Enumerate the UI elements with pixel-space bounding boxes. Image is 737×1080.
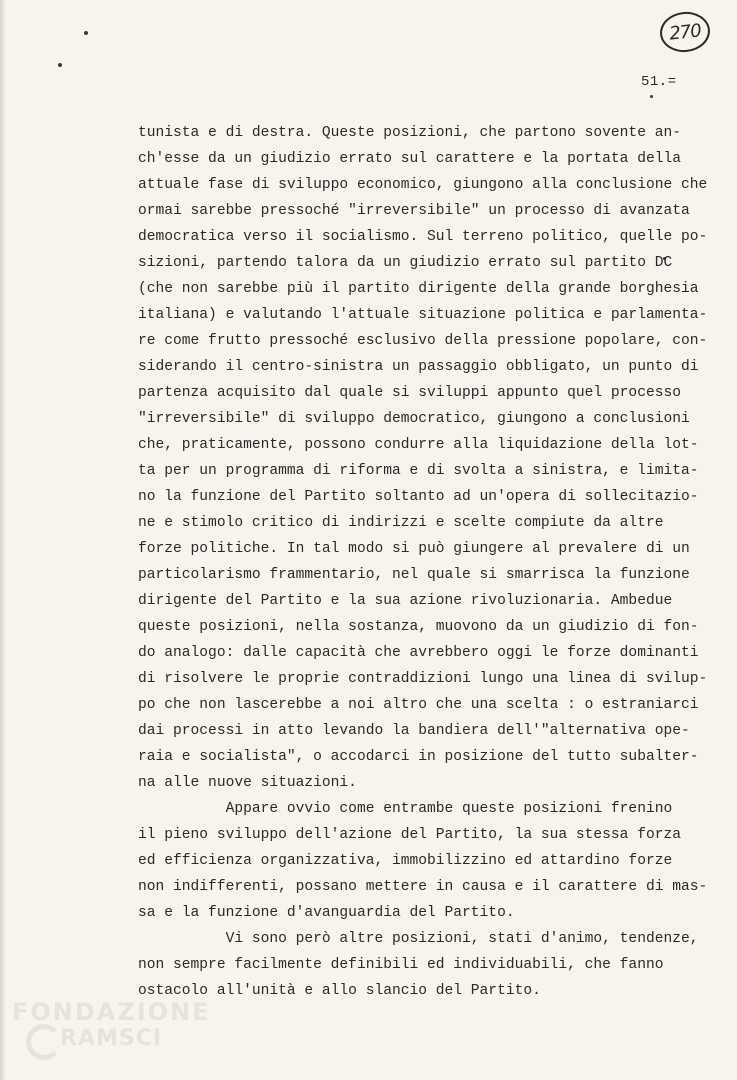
text-line: non indifferenti, possano mettere in causa e il carattere di mas- (138, 879, 708, 895)
page-edge-shadow (0, 0, 6, 1080)
text-line: "irreversibile" di sviluppo democratico, giungono a conclusioni (138, 411, 690, 427)
text-line: tunista e di destra. Queste posizioni, che partono sovente an- (138, 125, 681, 141)
text-line: particolarismo frammentario, nel quale si smarrisca la funzione (138, 567, 690, 583)
text-line: non sempre facilmente definibili ed individuabili, che fanno (138, 957, 664, 973)
text-line: do analogo: dalle capacità che avrebbero oggi le forze dominanti (138, 645, 699, 661)
watermark-line-1: FONDAZIONE (12, 998, 211, 1026)
text-line: no la funzione del Partito soltanto ad un'opera di sollecitazio- (138, 489, 699, 505)
speck-mark (58, 63, 62, 67)
text-line: Vi sono però altre posizioni, stati d'animo, tendenze, (138, 931, 699, 947)
text-line: sizioni, partendo talora da un giudizio errato sul partito DC (138, 255, 673, 271)
text-line: di risolvere le proprie contraddizioni lungo una linea di svilup- (138, 671, 708, 687)
archive-number-stamp (658, 9, 712, 54)
text-line: sa e la funzione d'avanguardia del Partito. (138, 905, 515, 921)
text-line: ormai sarebbe pressoché "irreversibile" un processo di avanzata (138, 203, 690, 219)
archive-number-text: 270 (668, 19, 702, 45)
typewritten-body-text (138, 120, 713, 1004)
text-line: italiana) e valutando l'attuale situazione politica e parlamenta- (138, 307, 708, 323)
text-line: ne e stimolo critico di indirizzi e scelte compiute da altre (138, 515, 664, 531)
text-line: dai processi in atto levando la bandiera dell'"alternativa ope- (138, 723, 690, 739)
text-line: attuale fase di sviluppo economico, giungono alla conclusione che (138, 177, 708, 193)
text-line: raia e socialista", o accodarci in posizione del tutto subalter- (138, 749, 699, 765)
text-line: ostacolo all'unità e allo slancio del Partito. (138, 983, 541, 999)
page-number: 51.= (641, 74, 677, 90)
text-line: ch'esse da un giudizio errato sul carattere e la portata della (138, 151, 681, 167)
text-line: re come frutto pressoché esclusivo della pressione popolare, con- (138, 333, 708, 349)
text-line: siderando il centro-sinistra un passaggio obbligato, un punto di (138, 359, 699, 375)
text-line: partenza acquisito dal quale si sviluppi appunto quel processo (138, 385, 681, 401)
text-line: democratica verso il socialismo. Sul terreno politico, quelle po- (138, 229, 708, 245)
text-line: queste posizioni, nella sostanza, muovono da un giudizio di fon- (138, 619, 699, 635)
text-line: dirigente del Partito e la sua azione rivoluzionaria. Ambedue (138, 593, 673, 609)
text-line: ed efficienza organizzativa, immobilizzino ed attardino forze (138, 853, 673, 869)
text-line: po che non lascerebbe a noi altro che una scelta : o estraniarci (138, 697, 699, 713)
text-line: ta per un programma di riforma e di svolta a sinistra, e limita- (138, 463, 699, 479)
text-line: che, praticamente, possono condurre alla liquidazione della lot- (138, 437, 699, 453)
text-line: il pieno sviluppo dell'azione del Partito, la sua stessa forza (138, 827, 681, 843)
text-line: forze politiche. In tal modo si può giungere al prevalere di un (138, 541, 690, 557)
speck-mark (84, 31, 88, 35)
text-line: Appare ovvio come entrambe queste posizioni frenino (138, 801, 673, 817)
text-line: (che non sarebbe più il partito dirigente della grande borghesia (138, 281, 699, 297)
text-line: na alle nuove situazioni. (138, 775, 357, 791)
fondazione-gramsci-watermark (12, 996, 211, 1066)
speck-mark (650, 95, 653, 98)
watermark-line-2: RAMSCI (60, 1026, 163, 1051)
watermark-g-logo-icon (26, 1024, 62, 1060)
